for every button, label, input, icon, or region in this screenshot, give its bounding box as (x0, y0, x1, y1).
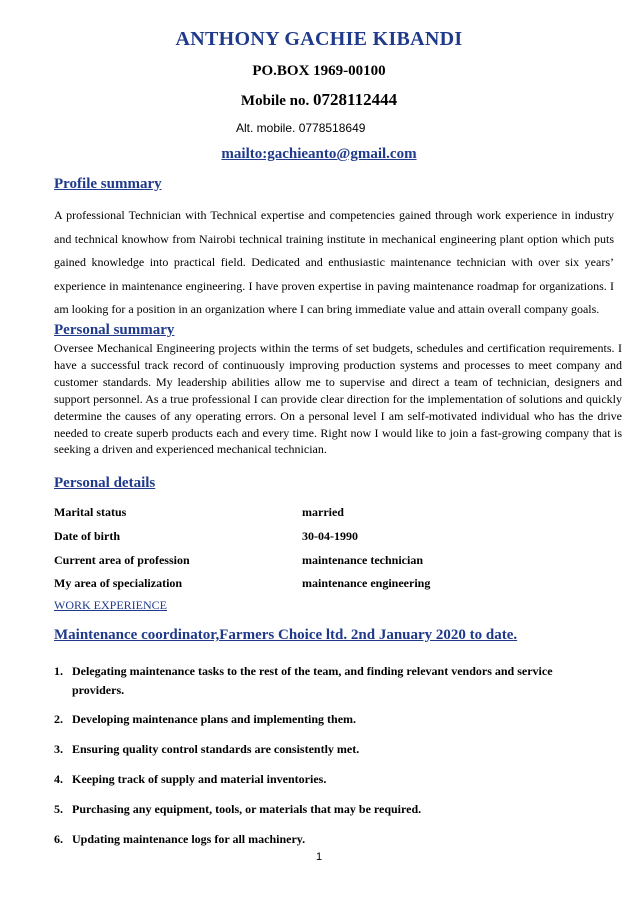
detail-row (54, 529, 614, 544)
duty-item (54, 770, 594, 789)
duty-text: Updating maintenance logs for all machinery. (72, 832, 306, 846)
duty-number: 2. (54, 712, 63, 726)
mobile-label: Mobile no. (240, 93, 310, 109)
mobile-number: 0728112444 (313, 90, 398, 109)
detail-value: married (302, 505, 344, 519)
duty-item (54, 710, 594, 729)
detail-row (54, 505, 614, 520)
duty-item (54, 800, 594, 819)
duty-number: 1. (54, 664, 63, 678)
duty-text: Purchasing any equipment, tools, or materials that may be required. (72, 802, 422, 816)
personal-summary-text: Oversee Mechanical Engineering projects within the terms of set budgets, schedules and certification requirements. I have a successful track record of continuously improving production systems and processes to meet company and customer standards. My leadership abilities allow me to supervise and direct a team of technician, designers and support personnel. As a true professional I can provide clear direction for the implementation of solutions and quickly determine the causes of any operating errors. On a personal level I am self-motivated individual who has the drive needed to create superb products each and every time. Right now I would like to join a fast-growing company that is seeking a driven and experienced mechanical technician. (54, 341, 622, 457)
personal-summary-heading: Personal summary (54, 322, 175, 338)
page-number: 1 (315, 851, 323, 863)
candidate-name: ANTHONY GACHIE KIBANDI (175, 28, 463, 50)
duty-text: Keeping track of supply and material inventories. (72, 772, 327, 786)
postal-address: PO.BOX 1969-00100 (252, 63, 386, 79)
detail-value: maintenance engineering (302, 576, 431, 590)
detail-value: 30-04-1990 (302, 529, 358, 543)
duty-item (54, 740, 594, 759)
detail-value: maintenance technician (302, 553, 423, 567)
profile-summary-text: A professional Technician with Technical expertise and competencies gained through work experience in industry and technical knowhow from Nairobi technical training institute in mechanical engineering plant option which puts gained knowledge into practical field. Dedicated and enthusiastic maintenance technician with over six years’ experience in maintenance engineering. I have proven expertise in paving maintenance roadmap for organizations. I am looking for a position in an organization where I can bring immediate value and attain overall company goals. (54, 208, 614, 317)
duty-number: 3. (54, 742, 63, 756)
alt-mobile: Alt. mobile. 0778518649 (236, 121, 366, 135)
duty-number: 6. (54, 832, 63, 846)
mobile-line (0, 90, 638, 110)
detail-label: Marital status (54, 505, 127, 519)
duty-number: 5. (54, 802, 63, 816)
profile-summary-heading: Profile summary (54, 176, 162, 192)
duty-item (54, 662, 594, 700)
duty-text: Delegating maintenance tasks to the rest of the team, and finding relevant vendors and service providers. (72, 664, 553, 697)
detail-label: Current area of profession (54, 553, 190, 567)
job-title: Maintenance coordinator,Farmers Choice ltd. 2nd January 2020 to date. (54, 627, 518, 643)
work-experience-heading: WORK EXPERIENCE (54, 598, 167, 612)
email-link[interactable]: mailto:gachieanto@gmail.com (221, 146, 417, 162)
detail-label: Date of birth (54, 529, 120, 543)
duty-item (54, 830, 594, 849)
duty-text: Developing maintenance plans and implementing them. (72, 712, 357, 726)
duty-text: Ensuring quality control standards are consistently met. (72, 742, 360, 756)
detail-row (54, 553, 614, 568)
personal-details-heading: Personal details (54, 475, 156, 491)
detail-row (54, 576, 614, 591)
duty-number: 4. (54, 772, 63, 786)
detail-label: My area of specialization (54, 576, 183, 590)
